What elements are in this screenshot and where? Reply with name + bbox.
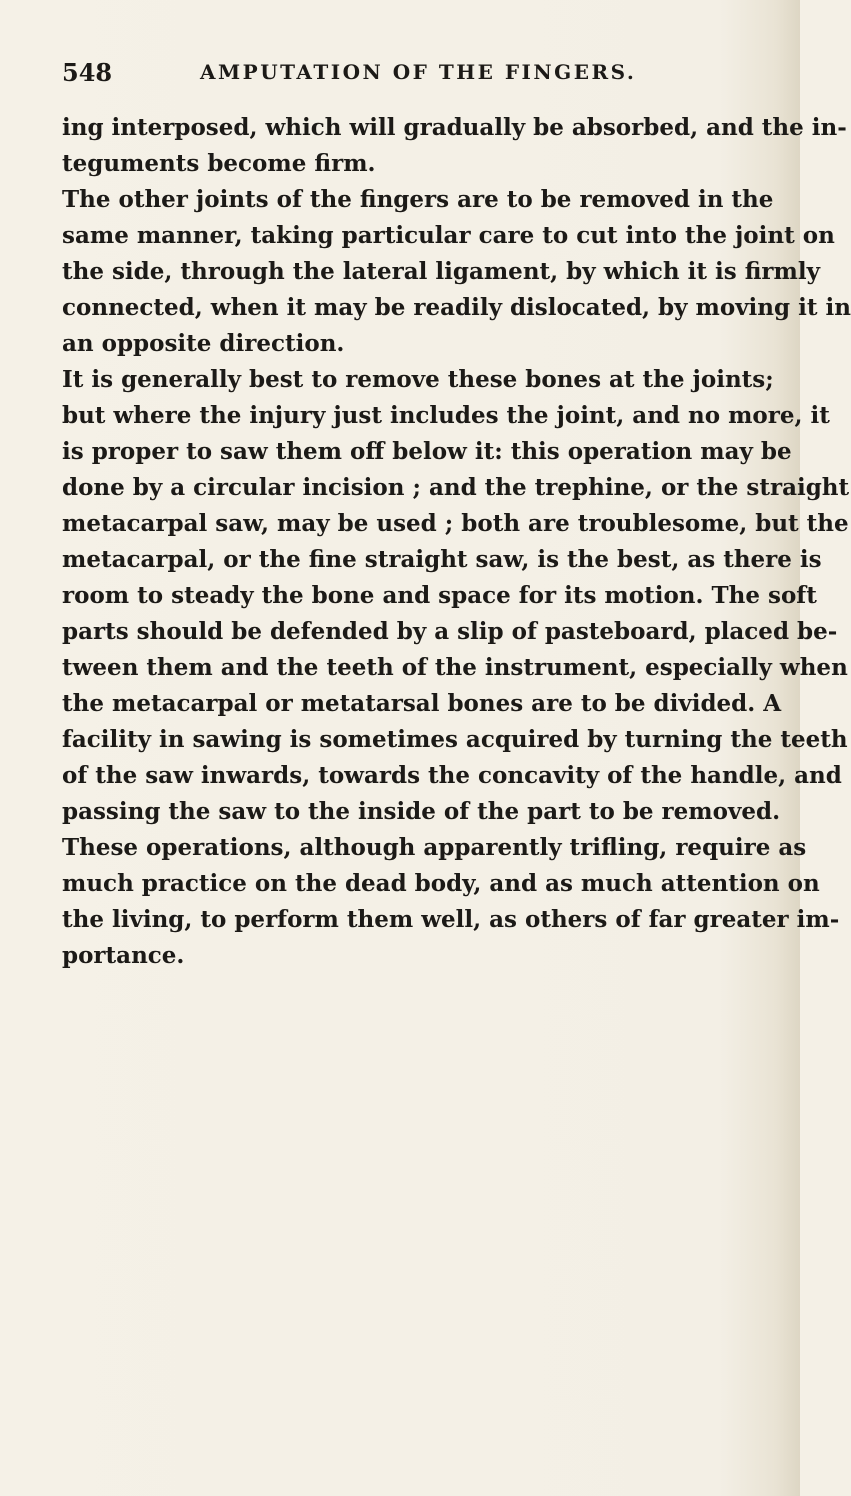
text-line: the living, to perform them well, as others of far greater im- [62,906,840,933]
text-line: passing the saw to the inside of the part to be removed. [62,798,781,825]
text-line: much practice on the dead body, and as much attention on [62,870,820,897]
text-line: is proper to saw them off below it: this operation may be [62,438,792,465]
text-line: same manner, taking particular care to cut into the joint on [62,222,835,249]
text-line: of the saw inwards, towards the concavity of the handle, and [62,762,842,789]
text-line: the metacarpal or metatarsal bones are to be divided. A [62,690,782,717]
page-header [60,58,660,94]
text-line: parts should be defended by a slip of pasteboard, placed be- [62,618,838,645]
text-line: metacarpal saw, may be used ; both are troublesome, but the [62,510,849,537]
body-text [62,110,851,974]
text-line: connected, when it may be readily dislocated, by moving it in [62,294,851,321]
text-line: The other joints of the fingers are to be removed in the [62,186,774,213]
text-line: facility in sawing is sometimes acquired by turning the teeth [62,726,848,753]
text-line: tween them and the teeth of the instrument, especially when [62,654,848,681]
text-line: teguments become firm. [62,150,376,177]
text-line: It is generally best to remove these bones at the joints; [62,366,774,393]
text-line: but where the injury just includes the joint, and no more, it [62,402,830,429]
running-head: AMPUTATION OF THE FINGERS. [200,60,637,84]
text-line: ing interposed, which will gradually be absorbed, and the in- [62,114,847,141]
text-line: the side, through the lateral ligament, by which it is firmly [62,258,820,285]
text-line: room to steady the bone and space for its motion. The soft [62,582,817,609]
text-line: done by a circular incision ; and the trephine, or the straight [62,474,850,501]
text-line: portance. [62,942,185,969]
text-line: These operations, although apparently trifling, require as [62,834,807,861]
text-line: an opposite direction. [62,330,345,357]
page-number: 548 [62,58,113,87]
text-line: metacarpal, or the fine straight saw, is the best, as there is [62,546,822,573]
